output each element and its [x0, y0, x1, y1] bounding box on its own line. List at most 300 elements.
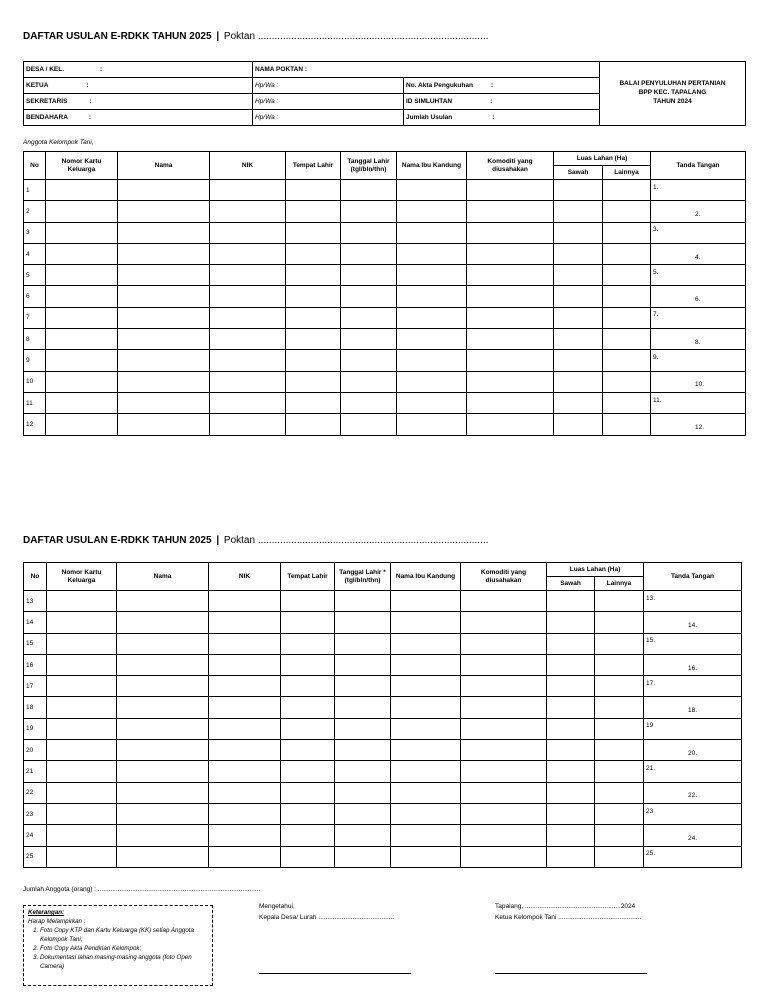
nama-ibu-cell[interactable]: [391, 633, 461, 654]
sawah-cell[interactable]: [554, 201, 603, 222]
signature-cell[interactable]: [651, 222, 746, 243]
nama-ibu-cell[interactable]: [397, 307, 467, 328]
ketua-field[interactable]: KETUA :: [24, 78, 253, 94]
sawah-cell[interactable]: [547, 633, 595, 654]
signature-cell[interactable]: [644, 803, 742, 824]
komoditi-cell[interactable]: [467, 286, 554, 307]
komoditi-cell[interactable]: [467, 180, 554, 201]
tempat-lahir-cell[interactable]: [286, 392, 341, 413]
nama-cell[interactable]: [118, 307, 210, 328]
kk-cell[interactable]: [47, 740, 117, 761]
tanggal-lahir-cell[interactable]: [335, 718, 391, 739]
col-kk: Nomor Kartu Keluarga: [47, 563, 117, 591]
signature-cell[interactable]: [644, 825, 742, 846]
tanggal-lahir-cell[interactable]: [341, 265, 397, 286]
nama-ibu-cell[interactable]: [391, 825, 461, 846]
sawah-cell[interactable]: [547, 612, 595, 633]
nama-ibu-cell[interactable]: [397, 371, 467, 392]
col-nik: NIK: [210, 152, 286, 180]
kk-cell[interactable]: [46, 243, 118, 264]
nama-cell[interactable]: [118, 329, 210, 350]
nik-cell[interactable]: [210, 329, 286, 350]
komoditi-cell[interactable]: [461, 740, 547, 761]
tanggal-lahir-cell[interactable]: [341, 286, 397, 307]
komoditi-cell[interactable]: [461, 654, 547, 675]
nama-cell[interactable]: [117, 803, 209, 824]
signature-cell[interactable]: [644, 612, 742, 633]
lainnya-cell[interactable]: [603, 307, 651, 328]
nama-ibu-cell[interactable]: [391, 740, 461, 761]
sawah-cell[interactable]: [554, 414, 603, 435]
komoditi-cell[interactable]: [461, 803, 547, 824]
signature-cell[interactable]: [644, 633, 742, 654]
lainnya-cell[interactable]: [595, 740, 644, 761]
sawah-cell[interactable]: [547, 654, 595, 675]
nama-ibu-cell[interactable]: [397, 265, 467, 286]
lainnya-cell[interactable]: [595, 718, 644, 739]
kk-cell[interactable]: [46, 392, 118, 413]
nik-cell[interactable]: [210, 307, 286, 328]
row-number: 3: [24, 222, 46, 243]
sawah-cell[interactable]: [554, 329, 603, 350]
bendahara-field[interactable]: BENDAHARA :: [24, 110, 253, 126]
komoditi-cell[interactable]: [461, 825, 547, 846]
kk-cell[interactable]: [46, 329, 118, 350]
tanggal-lahir-cell[interactable]: [335, 654, 391, 675]
tempat-lahir-cell[interactable]: [286, 265, 341, 286]
tempat-lahir-cell[interactable]: [286, 414, 341, 435]
tanggal-lahir-cell[interactable]: [341, 414, 397, 435]
row-number: 17: [24, 676, 47, 697]
sawah-cell[interactable]: [554, 265, 603, 286]
jumlah-usulan-field[interactable]: Jumlah Usulan :: [404, 110, 600, 126]
kk-cell[interactable]: [46, 180, 118, 201]
sawah-cell[interactable]: [547, 846, 595, 867]
komoditi-cell[interactable]: [461, 846, 547, 867]
signature-cell[interactable]: [644, 718, 742, 739]
signature-number: 2.: [695, 210, 701, 218]
nama-cell[interactable]: [117, 782, 209, 803]
form-title-main: DAFTAR USULAN E-RDKK TAHUN 2025: [23, 31, 212, 42]
kk-cell[interactable]: [46, 414, 118, 435]
signature-cell[interactable]: [644, 591, 742, 612]
lainnya-cell[interactable]: [603, 201, 651, 222]
komoditi-cell[interactable]: [467, 201, 554, 222]
tempat-lahir-cell[interactable]: [281, 846, 335, 867]
nama-ibu-cell[interactable]: [397, 222, 467, 243]
nama-cell[interactable]: [117, 740, 209, 761]
sawah-cell[interactable]: [547, 740, 595, 761]
signature-number: 1.: [653, 183, 659, 191]
nik-cell[interactable]: [209, 803, 281, 824]
komoditi-cell[interactable]: [467, 307, 554, 328]
nama-ibu-cell[interactable]: [397, 392, 467, 413]
nama-cell[interactable]: [117, 633, 209, 654]
nama-ibu-cell[interactable]: [397, 286, 467, 307]
nik-cell[interactable]: [210, 414, 286, 435]
row-number: 22: [24, 782, 47, 803]
sawah-cell[interactable]: [547, 718, 595, 739]
tempat-lahir-cell[interactable]: [281, 697, 335, 718]
nama-cell[interactable]: [117, 761, 209, 782]
lainnya-cell[interactable]: [603, 350, 651, 371]
tempat-lahir-cell[interactable]: [281, 825, 335, 846]
lainnya-cell[interactable]: [603, 329, 651, 350]
nik-cell[interactable]: [210, 392, 286, 413]
signature-cell[interactable]: [651, 392, 746, 413]
simluhtan-field[interactable]: ID SIMLUHTAN :: [404, 94, 600, 110]
signature-cell[interactable]: [651, 243, 746, 264]
kk-cell[interactable]: [47, 654, 117, 675]
sawah-cell[interactable]: [547, 825, 595, 846]
kk-cell[interactable]: [46, 350, 118, 371]
tempat-lahir-cell[interactable]: [281, 761, 335, 782]
bendahara-phone-field[interactable]: Hp/Wa :: [253, 110, 404, 126]
col-nama-ibu: Nama Ibu Kandung: [397, 152, 467, 180]
tanggal-lahir-cell[interactable]: [335, 591, 391, 612]
lainnya-cell[interactable]: [595, 612, 644, 633]
nama-cell[interactable]: [118, 265, 210, 286]
komoditi-cell[interactable]: [467, 265, 554, 286]
lainnya-cell[interactable]: [595, 697, 644, 718]
signature-cell[interactable]: [651, 265, 746, 286]
tanggal-lahir-cell[interactable]: [341, 371, 397, 392]
signature-cell[interactable]: [651, 180, 746, 201]
kk-cell[interactable]: [46, 265, 118, 286]
lainnya-cell[interactable]: [595, 654, 644, 675]
komoditi-cell[interactable]: [467, 414, 554, 435]
tempat-lahir-cell[interactable]: [286, 329, 341, 350]
tanggal-lahir-cell[interactable]: [341, 329, 397, 350]
signature-cell[interactable]: [651, 414, 746, 435]
nama-cell[interactable]: [118, 392, 210, 413]
nik-cell[interactable]: [209, 697, 281, 718]
nama-cell[interactable]: [118, 222, 210, 243]
tempat-lahir-cell[interactable]: [286, 371, 341, 392]
tanggal-lahir-cell[interactable]: [341, 243, 397, 264]
tempat-lahir-cell[interactable]: [281, 654, 335, 675]
lainnya-cell[interactable]: [595, 633, 644, 654]
mengetahui-label: Mengetahui,: [259, 903, 295, 910]
tempat-lahir-cell[interactable]: [286, 286, 341, 307]
lainnya-cell[interactable]: [595, 846, 644, 867]
tempat-lahir-cell[interactable]: [281, 740, 335, 761]
sawah-cell[interactable]: [554, 371, 603, 392]
tempat-lahir-cell[interactable]: [281, 676, 335, 697]
signature-cell[interactable]: [651, 329, 746, 350]
nik-cell[interactable]: [210, 243, 286, 264]
tanggal-lahir-cell[interactable]: [341, 392, 397, 413]
lainnya-cell[interactable]: [603, 265, 651, 286]
sawah-cell[interactable]: [554, 286, 603, 307]
nama-cell[interactable]: [118, 201, 210, 222]
nama-ibu-cell[interactable]: [397, 201, 467, 222]
nama-cell[interactable]: [118, 350, 210, 371]
nama-cell[interactable]: [118, 180, 210, 201]
nama-cell[interactable]: [118, 243, 210, 264]
tanggal-lahir-cell[interactable]: [335, 782, 391, 803]
kk-cell[interactable]: [46, 371, 118, 392]
nik-cell[interactable]: [210, 201, 286, 222]
ketua-poktan-label: Ketua Kelompok Tani ..............................................: [495, 914, 642, 921]
sawah-cell[interactable]: [554, 222, 603, 243]
komoditi-cell[interactable]: [467, 350, 554, 371]
nama-ibu-cell[interactable]: [391, 676, 461, 697]
komoditi-cell[interactable]: [461, 676, 547, 697]
lainnya-cell[interactable]: [595, 591, 644, 612]
row-number: 14: [24, 612, 47, 633]
nama-cell[interactable]: [117, 654, 209, 675]
lainnya-cell[interactable]: [603, 180, 651, 201]
komoditi-cell[interactable]: [461, 697, 547, 718]
nik-cell[interactable]: [209, 825, 281, 846]
nama-ibu-cell[interactable]: [397, 414, 467, 435]
kk-cell[interactable]: [47, 846, 117, 867]
tanggal-lahir-cell[interactable]: [335, 697, 391, 718]
lainnya-cell[interactable]: [595, 825, 644, 846]
kk-cell[interactable]: [47, 803, 117, 824]
tanggal-lahir-cell[interactable]: [335, 676, 391, 697]
lainnya-cell[interactable]: [603, 222, 651, 243]
kk-cell[interactable]: [47, 697, 117, 718]
sawah-cell[interactable]: [547, 803, 595, 824]
tanggal-lahir-cell[interactable]: [335, 803, 391, 824]
row-number: 1: [24, 180, 46, 201]
tempat-lahir-cell[interactable]: [281, 633, 335, 654]
poktan-blank-2: Poktan ...................................................................................: [223, 535, 489, 546]
sawah-cell[interactable]: [547, 676, 595, 697]
lainnya-cell[interactable]: [603, 286, 651, 307]
tempat-lahir-cell[interactable]: [286, 222, 341, 243]
lainnya-cell[interactable]: [595, 761, 644, 782]
lainnya-cell[interactable]: [595, 676, 644, 697]
nama-cell[interactable]: [117, 591, 209, 612]
tanggal-lahir-cell[interactable]: [335, 825, 391, 846]
komoditi-cell[interactable]: [461, 612, 547, 633]
nik-cell[interactable]: [209, 782, 281, 803]
sawah-cell[interactable]: [547, 782, 595, 803]
sekretaris-field[interactable]: SEKRETARIS :: [24, 94, 253, 110]
signature-cell[interactable]: [651, 350, 746, 371]
nik-cell[interactable]: [209, 612, 281, 633]
keterangan-item: 1. Foto Copy KTP dan Kartu Keluarga (KK) setiap Anggota Kelompok Tani;: [40, 927, 208, 945]
tempat-lahir-cell[interactable]: [281, 718, 335, 739]
form-title-2: [23, 535, 488, 546]
tempat-lahir-cell[interactable]: [281, 803, 335, 824]
row-number: 19: [24, 718, 47, 739]
signature-cell[interactable]: [644, 697, 742, 718]
sawah-cell[interactable]: [547, 591, 595, 612]
signature-number: 16.: [688, 664, 698, 672]
signature-cell[interactable]: [644, 740, 742, 761]
signature-cell[interactable]: [651, 371, 746, 392]
signature-cell[interactable]: [644, 846, 742, 867]
nik-cell[interactable]: [209, 761, 281, 782]
nama-cell[interactable]: [117, 676, 209, 697]
sawah-cell[interactable]: [547, 761, 595, 782]
kepala-desa-signature-line[interactable]: [259, 973, 411, 974]
nik-cell[interactable]: [210, 222, 286, 243]
table-row: [24, 697, 742, 718]
tempat-lahir-cell[interactable]: [286, 307, 341, 328]
table-row: [24, 591, 742, 612]
tempat-lahir-cell[interactable]: [286, 243, 341, 264]
signature-cell[interactable]: [644, 654, 742, 675]
sawah-cell[interactable]: [554, 243, 603, 264]
nik-cell[interactable]: [209, 654, 281, 675]
komoditi-cell[interactable]: [461, 591, 547, 612]
tanggal-lahir-cell[interactable]: [341, 201, 397, 222]
nik-cell[interactable]: [209, 676, 281, 697]
nama-cell[interactable]: [117, 612, 209, 633]
kk-cell[interactable]: [46, 307, 118, 328]
nama-ibu-cell[interactable]: [391, 654, 461, 675]
nik-cell[interactable]: [210, 350, 286, 371]
nik-cell[interactable]: [209, 718, 281, 739]
kk-cell[interactable]: [46, 222, 118, 243]
nama-ibu-cell[interactable]: [391, 782, 461, 803]
signature-cell[interactable]: [651, 307, 746, 328]
signature-cell[interactable]: [651, 286, 746, 307]
row-number: 10: [24, 371, 46, 392]
nama-cell[interactable]: [117, 697, 209, 718]
col-luas-lahan: Luas Lahan (Ha): [554, 152, 651, 166]
col-nama: Nama: [117, 563, 209, 591]
nama-ibu-cell[interactable]: [397, 243, 467, 264]
lainnya-cell[interactable]: [603, 371, 651, 392]
komoditi-cell[interactable]: [467, 243, 554, 264]
sawah-cell[interactable]: [554, 350, 603, 371]
tempat-lahir-cell[interactable]: [286, 350, 341, 371]
signature-cell[interactable]: [644, 782, 742, 803]
komoditi-cell[interactable]: [467, 222, 554, 243]
nik-cell[interactable]: [209, 633, 281, 654]
komoditi-cell[interactable]: [461, 718, 547, 739]
kk-cell[interactable]: [47, 676, 117, 697]
lainnya-cell[interactable]: [595, 803, 644, 824]
signature-number: 15.: [646, 637, 656, 645]
row-number: 15: [24, 633, 47, 654]
tempat-lahir-cell[interactable]: [281, 591, 335, 612]
kk-cell[interactable]: [46, 286, 118, 307]
tanggal-lahir-cell[interactable]: [341, 307, 397, 328]
nama-cell[interactable]: [118, 286, 210, 307]
nik-cell[interactable]: [209, 591, 281, 612]
kk-cell[interactable]: [47, 633, 117, 654]
kk-cell[interactable]: [47, 782, 117, 803]
lainnya-cell[interactable]: [603, 414, 651, 435]
tempat-lahir-cell[interactable]: [286, 180, 341, 201]
col-komoditi: Komoditi yang diusahakan: [461, 563, 547, 591]
komoditi-cell[interactable]: [467, 371, 554, 392]
table-row: [24, 243, 746, 264]
nama-ibu-cell[interactable]: [397, 180, 467, 201]
lainnya-cell[interactable]: [595, 782, 644, 803]
akta-field[interactable]: No. Akta Pengukuhan :: [404, 78, 600, 94]
signature-number: 25.: [646, 850, 656, 858]
nama-poktan-field[interactable]: NAMA POKTAN :: [253, 62, 600, 78]
sawah-cell[interactable]: [554, 307, 603, 328]
kk-cell[interactable]: [46, 201, 118, 222]
nama-cell[interactable]: [118, 414, 210, 435]
lainnya-cell[interactable]: [603, 392, 651, 413]
tanggal-lahir-cell[interactable]: [341, 180, 397, 201]
col-lainnya: Lainnya: [595, 577, 644, 591]
komoditi-cell[interactable]: [461, 782, 547, 803]
nama-cell[interactable]: [117, 825, 209, 846]
nama-ibu-cell[interactable]: [397, 350, 467, 371]
lainnya-cell[interactable]: [603, 243, 651, 264]
tempat-lahir-cell[interactable]: [286, 201, 341, 222]
komoditi-cell[interactable]: [467, 329, 554, 350]
signature-cell[interactable]: [644, 761, 742, 782]
nama-ibu-cell[interactable]: [391, 846, 461, 867]
keterangan-box: [23, 905, 213, 986]
sawah-cell[interactable]: [554, 180, 603, 201]
nik-cell[interactable]: [209, 846, 281, 867]
signature-number: 5.: [653, 268, 659, 276]
group-info-table: [23, 61, 746, 126]
kk-cell[interactable]: [47, 761, 117, 782]
anggota-label: Anggota Kelompok Tani,: [23, 139, 94, 146]
nama-ibu-cell[interactable]: [391, 718, 461, 739]
kk-cell[interactable]: [47, 612, 117, 633]
table-row: [24, 286, 746, 307]
nama-cell[interactable]: [117, 718, 209, 739]
nama-ibu-cell[interactable]: [391, 697, 461, 718]
tanggal-lahir-cell[interactable]: [335, 633, 391, 654]
nama-cell[interactable]: [117, 846, 209, 867]
nik-cell[interactable]: [209, 740, 281, 761]
nik-cell[interactable]: [210, 286, 286, 307]
tanggal-lahir-cell[interactable]: [335, 846, 391, 867]
kk-cell[interactable]: [47, 591, 117, 612]
tanggal-lahir-cell[interactable]: [335, 761, 391, 782]
kk-cell[interactable]: [47, 825, 117, 846]
nama-ibu-cell[interactable]: [391, 761, 461, 782]
komoditi-cell[interactable]: [467, 392, 554, 413]
nama-ibu-cell[interactable]: [391, 591, 461, 612]
tanggal-lahir-cell[interactable]: [341, 222, 397, 243]
ketua-poktan-signature-line[interactable]: [495, 973, 647, 974]
sekretaris-phone-field[interactable]: Hp/Wa :: [253, 94, 404, 110]
nik-cell[interactable]: [210, 180, 286, 201]
nama-cell[interactable]: [118, 371, 210, 392]
nik-cell[interactable]: [210, 265, 286, 286]
col-tanggal-lahir: Tanggal Lahir (tgl/bln/thn): [341, 152, 397, 180]
komoditi-cell[interactable]: [461, 761, 547, 782]
nama-ibu-cell[interactable]: [397, 329, 467, 350]
desa-field[interactable]: DESA / KEL. :: [24, 62, 253, 78]
tempat-lahir-cell[interactable]: [281, 782, 335, 803]
signature-number: 14.: [688, 621, 698, 629]
nik-cell[interactable]: [210, 371, 286, 392]
sawah-cell[interactable]: [547, 697, 595, 718]
sawah-cell[interactable]: [554, 392, 603, 413]
tempat-lahir-cell[interactable]: [281, 612, 335, 633]
nama-ibu-cell[interactable]: [391, 612, 461, 633]
row-number: 13: [24, 591, 47, 612]
nama-ibu-cell[interactable]: [391, 803, 461, 824]
komoditi-cell[interactable]: [461, 633, 547, 654]
kk-cell[interactable]: [47, 718, 117, 739]
ketua-phone-field[interactable]: Hp/Wa :: [253, 78, 404, 94]
signature-cell[interactable]: [644, 676, 742, 697]
tanggal-lahir-cell[interactable]: [341, 350, 397, 371]
tanggal-lahir-cell[interactable]: [335, 740, 391, 761]
signature-cell[interactable]: [651, 201, 746, 222]
tanggal-lahir-cell[interactable]: [335, 612, 391, 633]
